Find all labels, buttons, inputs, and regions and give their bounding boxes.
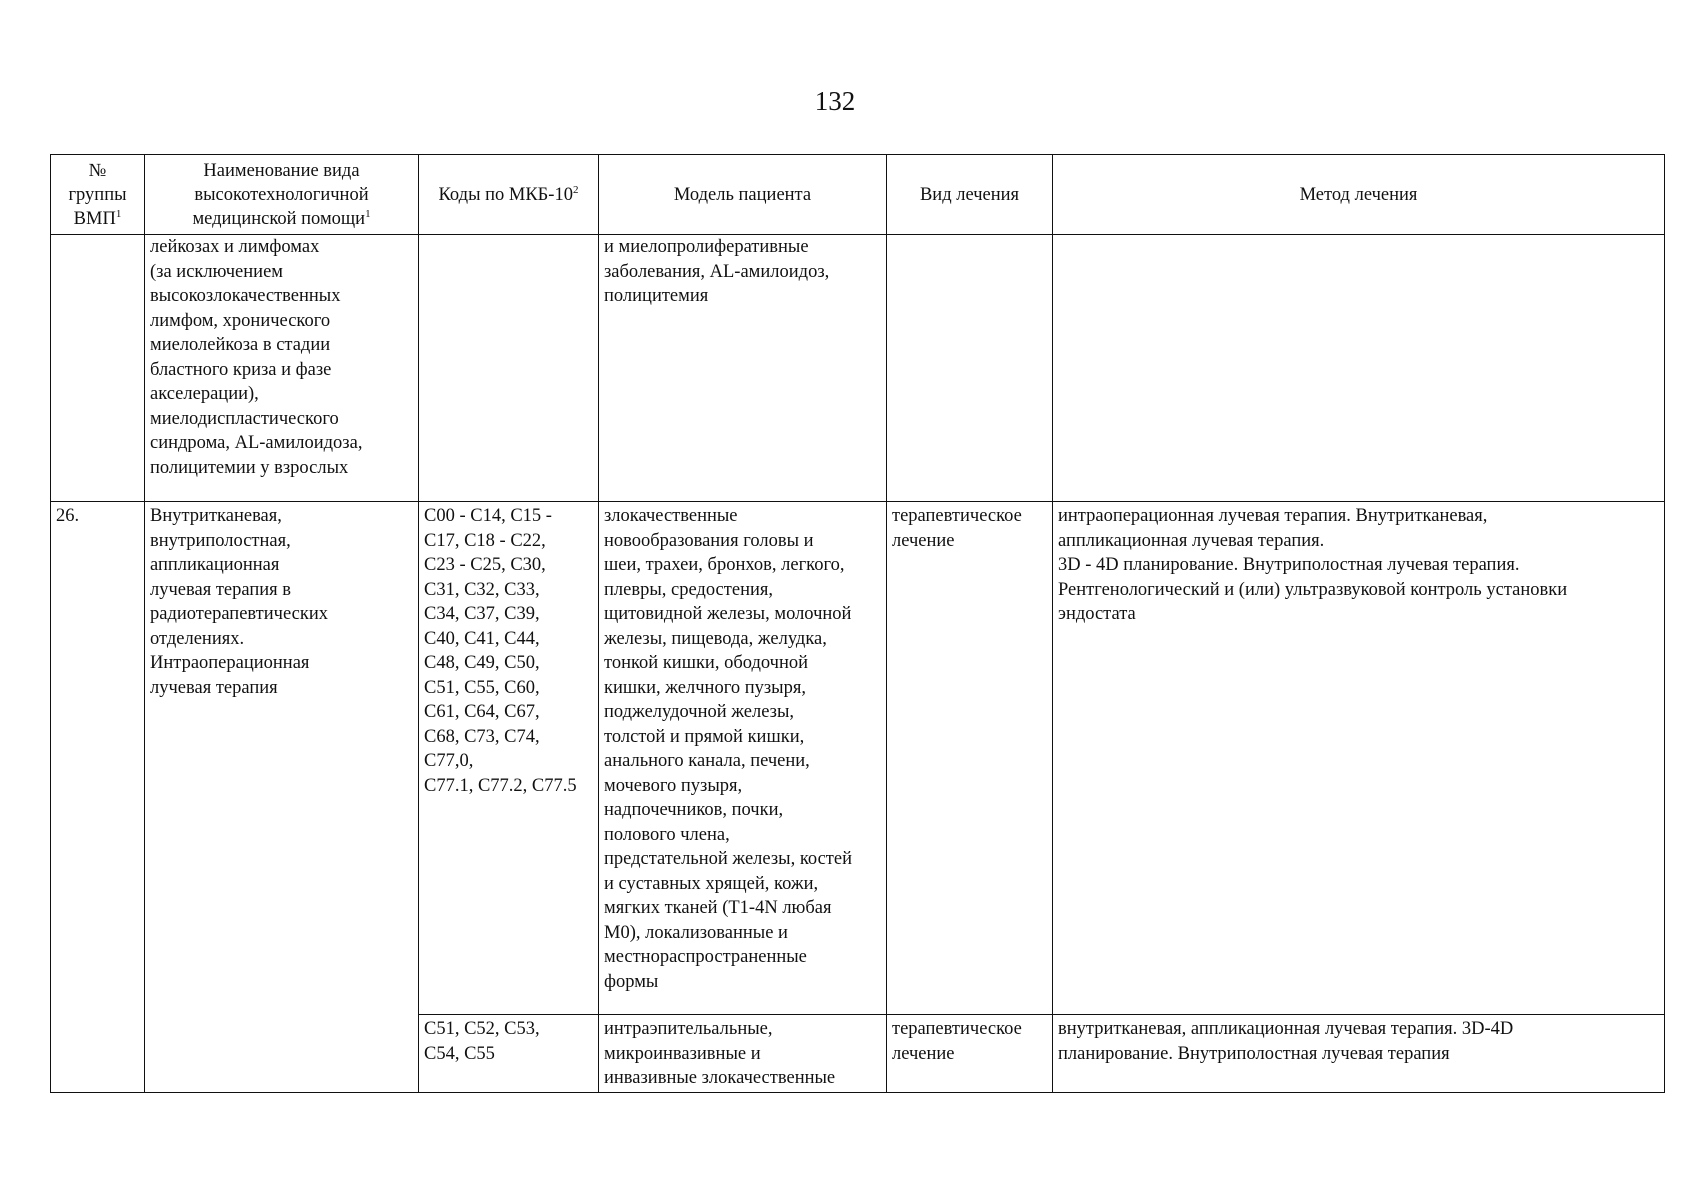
header-treatment-method: Метод лечения — [1053, 155, 1665, 235]
cell-name: лейкозах и лимфомах (за исключением высокозлокачественных лимфом, хронического миелолейкоза в стадии бластного криза и фазе акселерации), миелодиспластического синдрома, AL-амилоидоза, полицитемии у взрослых — [145, 235, 419, 502]
cell-group-no: 26. — [51, 502, 145, 1093]
cell-codes: C51, C52, C53, C54, C55 — [419, 1015, 599, 1093]
cell-codes — [419, 235, 599, 502]
cell-patient-model: злокачественные новообразования головы и шеи, трахеи, бронхов, легкого, плевры, средостения, щитовидной железы, молочной железы, пищевода, желудка, тонкой кишки, ободочной кишки, желчного пузыря, поджелудочной железы, толстой и прямой кишки, анального канала, печени, мочевого пузыря, надпочечников, почки, полового члена, предстательной железы, костей и суставных хрящей, кожи, мягких тканей (T1-4N любая M0), локализованные и местнораспространенные формы — [599, 502, 887, 1015]
table-header-row — [51, 155, 1665, 235]
header-group-no-line3: ВМП — [73, 208, 116, 229]
cell-patient-model: и миелопролиферативные заболевания, AL-амилоидоз, полицитемия — [599, 235, 887, 502]
page-number: 132 — [814, 86, 856, 116]
cell-treatment-type — [887, 235, 1053, 502]
header-group-no — [51, 155, 145, 235]
header-name-line2: высокотехнологичной — [194, 184, 369, 205]
header-codes-text: Коды по МКБ-10 — [438, 184, 573, 205]
cell-treatment-type: терапевтическое лечение — [887, 1015, 1053, 1093]
cell-name: Внутритканевая, внутриполостная, аппликационная лучевая терапия в радиотерапевтических отделениях. Интраоперационная лучевая терапия — [145, 502, 419, 1093]
header-patient-model: Модель пациента — [599, 155, 887, 235]
header-group-no-line1: № — [88, 160, 107, 181]
header-group-no-line2: группы — [68, 184, 127, 205]
cell-group-no — [51, 235, 145, 502]
cell-treatment-type: терапевтическое лечение — [887, 502, 1053, 1015]
header-name-line1: Наименование вида — [203, 160, 360, 181]
footnote-1-marker: 1 — [365, 207, 371, 220]
cell-treatment-method — [1053, 235, 1665, 502]
cell-treatment-method: интраоперационная лучевая терапия. Внутритканевая, аппликационная лучевая терапия. 3D - 4D планирование. Внутриполостная лучевая терапия. Рентгенологический и (или) ультразвуковой контроль установки эндостата — [1053, 502, 1665, 1015]
header-treatment-type: Вид лечения — [887, 155, 1053, 235]
header-codes — [419, 155, 599, 235]
cell-patient-model: интраэпительальные, микроинвазивные и инвазивные злокачественные — [599, 1015, 887, 1093]
cell-treatment-method: внутритканевая, аппликационная лучевая терапия. 3D-4D планирование. Внутриполостная лучевая терапия — [1053, 1015, 1665, 1093]
header-name-line3: медицинской помощи — [192, 208, 366, 229]
table-row — [51, 235, 1665, 502]
footnote-1-marker: 1 — [115, 207, 122, 220]
footnote-2-marker: 2 — [572, 183, 579, 196]
cell-codes: C00 - C14, C15 - C17, C18 - C22, C23 - C25, C30, C31, C32, C33, C34, C37, C39, C40, C41, C44, C48, C49, C50, C51, C55, C60, C61, C64, C67, C68, C73, C74, C77,0, C77.1, C77.2, C77.5 — [419, 502, 599, 1015]
vmp-table — [50, 154, 1665, 1093]
header-name — [145, 155, 419, 235]
table-row — [51, 502, 1665, 1015]
